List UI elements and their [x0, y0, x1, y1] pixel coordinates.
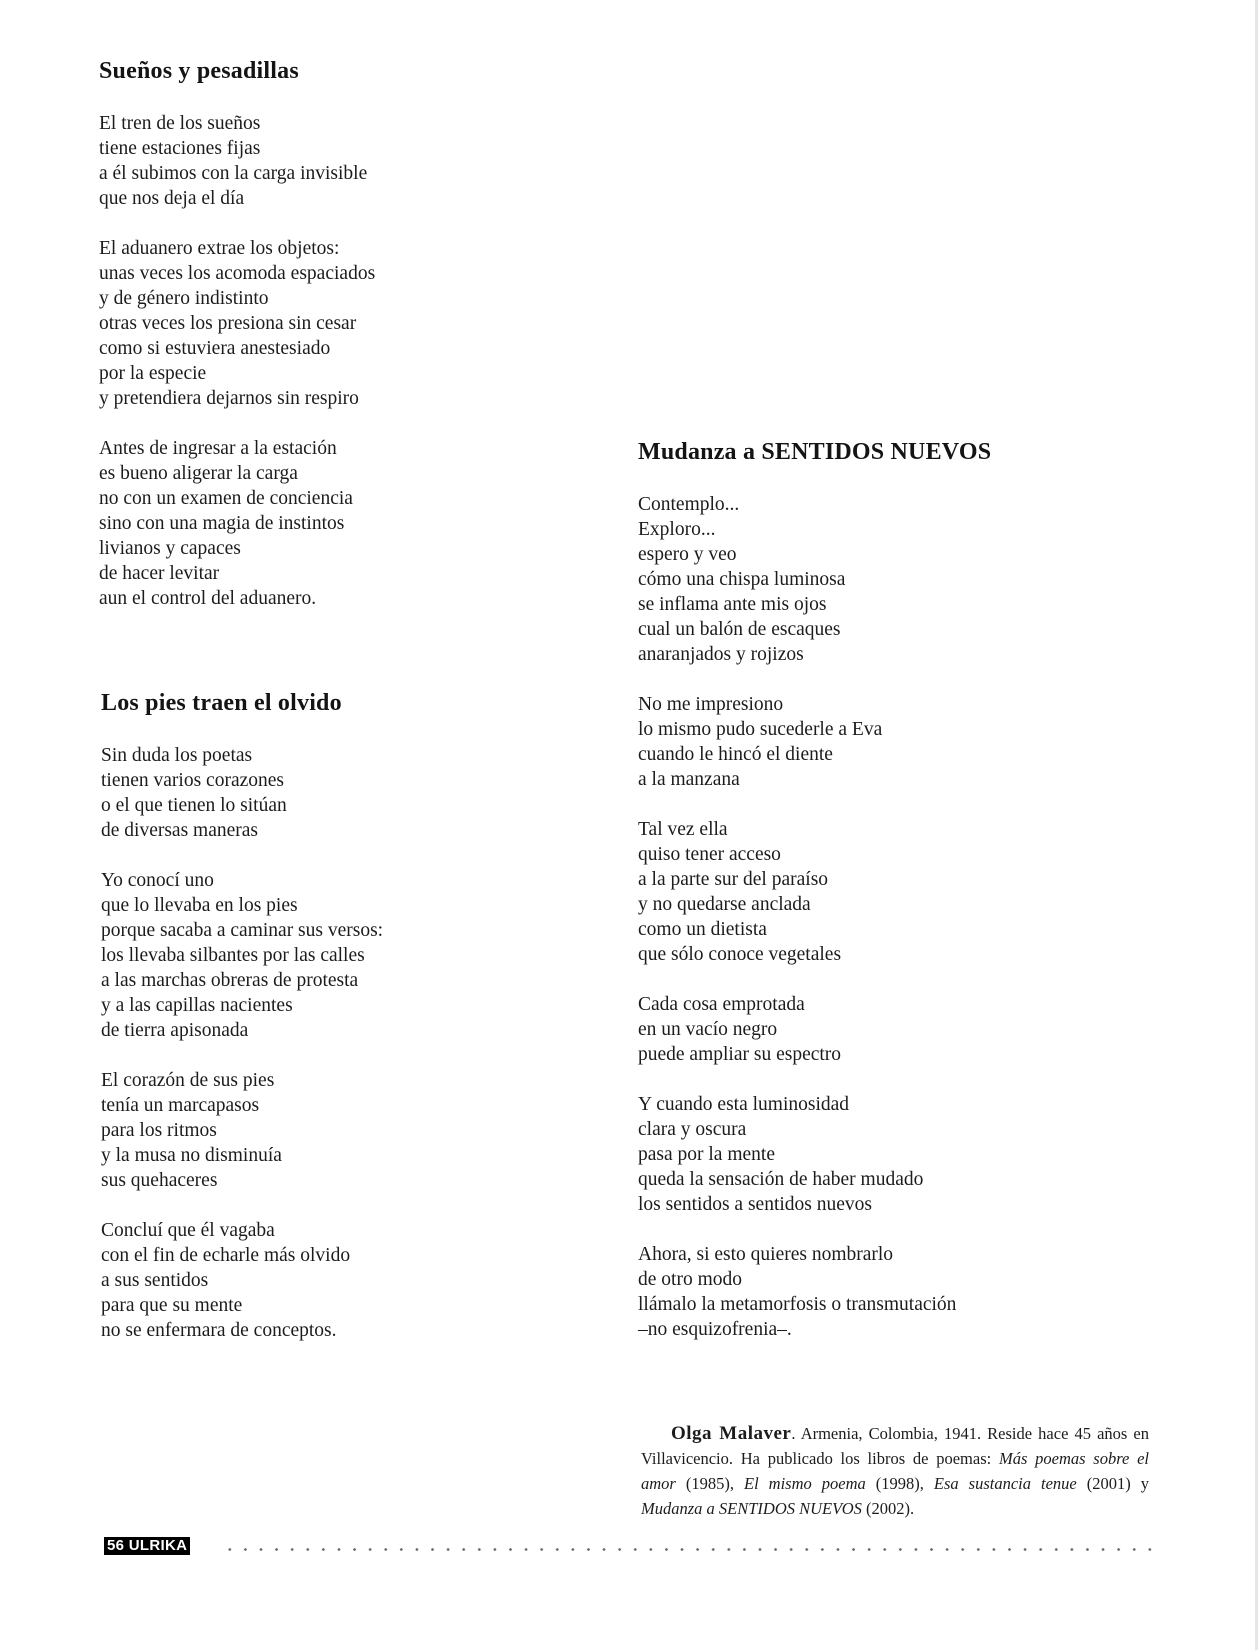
verse-line: tienen varios corazones [101, 770, 285, 791]
poem-title: Mudanza a SENTIDOS NUEVOS [638, 439, 992, 465]
bio-text: . Armenia, Colombia, 1941. Reside hace 45 años en Villavicencio. Ha publicado los libros de poemas: [641, 1424, 1150, 1468]
verse-line: aun el control del aduanero. [99, 588, 317, 609]
stanza [101, 1218, 383, 1343]
verse-line: de diversas maneras [101, 820, 259, 841]
verse-line: clara y oscura [638, 1119, 747, 1140]
stanza [101, 1068, 383, 1193]
verse-line: tenía un marcapasos [101, 1095, 260, 1116]
verse-line: quiso tener acceso [638, 844, 781, 865]
verse-line: cómo una chispa luminosa [638, 569, 846, 590]
verse-line: lo mismo pudo sucederle a Eva [638, 719, 883, 740]
verse-line: Contemplo... [638, 494, 740, 515]
bio-text: (1985), [675, 1474, 744, 1493]
dotted-rule [222, 1548, 1154, 1551]
verse-line: que lo llevaba en los pies [101, 895, 298, 916]
stanza [638, 1092, 991, 1217]
verse-line: unas veces los acomoda espaciados [99, 263, 376, 284]
verse-line: llámalo la metamorfosis o transmutación [638, 1294, 957, 1315]
verse-line: o el que tienen lo sitúan [101, 795, 287, 816]
stanza [638, 817, 991, 967]
verse-line: con el fin de echarle más olvido [101, 1245, 351, 1266]
verse-line: porque sacaba a caminar sus versos: [101, 920, 384, 941]
verse-line: por la especie [99, 363, 207, 384]
verse-line: cuando le hincó el diente [638, 744, 833, 765]
stanza [99, 436, 375, 611]
verse-line: de tierra apisonada [101, 1020, 249, 1041]
verse-line: puede ampliar su espectro [638, 1044, 842, 1065]
verse-line: queda la sensación de haber mudado [638, 1169, 924, 1190]
verse-line: El aduanero extrae los objetos: [99, 238, 340, 259]
verse-line: cual un balón de escaques [638, 619, 841, 640]
verse-line: que nos deja el día [99, 188, 245, 209]
stanza [638, 992, 991, 1067]
stanza [638, 1242, 991, 1342]
verse-line: y no quedarse anclada [638, 894, 811, 915]
verse-line: y a las capillas nacientes [101, 995, 293, 1016]
verse-line: Y cuando esta luminosidad [638, 1094, 850, 1115]
poem-title: Sueños y pesadillas [99, 58, 299, 84]
verse-line: como si estuviera anestesiado [99, 338, 331, 359]
verse-line: y de género indistinto [99, 288, 269, 309]
verse-line: en un vacío negro [638, 1019, 778, 1040]
stanza [99, 111, 375, 211]
book-title: Más poemas sobre el amor [641, 1449, 1149, 1493]
verse-line: Sin duda los poetas [101, 745, 253, 766]
verse-line: a sus sentidos [101, 1270, 209, 1291]
stanza [638, 492, 991, 667]
verse-line: de otro modo [638, 1269, 742, 1290]
verse-line: para que su mente [101, 1295, 243, 1316]
verse-line: El corazón de sus pies [101, 1070, 275, 1091]
stanza [99, 236, 375, 411]
author-name: Olga Malaver [671, 1423, 792, 1444]
book-title: Mudanza a SENTIDOS NUEVOS [641, 1499, 862, 1518]
verse-line: a la parte sur del paraíso [638, 869, 829, 890]
verse-line: tiene estaciones fijas [99, 138, 261, 159]
verse-line: livianos y capaces [99, 538, 241, 559]
verse-line: se inflama ante mis ojos [638, 594, 827, 615]
verse-line: Yo conocí uno [101, 870, 214, 891]
verse-line: Exploro... [638, 519, 716, 540]
stanza [101, 868, 383, 1043]
verse-line: no se enfermara de conceptos. [101, 1320, 337, 1341]
verse-line: Ahora, si esto quieres nombrarlo [638, 1244, 894, 1265]
verse-line: No me impresiono [638, 694, 784, 715]
verse-line: Cada cosa emprotada [638, 994, 805, 1015]
bio-text: (2001) y [1076, 1474, 1149, 1493]
verse-line: es bueno aligerar la carga [99, 463, 298, 484]
stanza [101, 743, 383, 843]
poem-los-pies-traen-el-olvido [101, 690, 383, 1368]
bio-text: (1998), [865, 1474, 934, 1493]
verse-line: para los ritmos [101, 1120, 217, 1141]
verse-line: Antes de ingresar a la estación [99, 438, 337, 459]
verse-line: de hacer levitar [99, 563, 220, 584]
poem-mudanza-a-sentidos-nuevos [638, 439, 991, 1367]
verse-line: otras veces los presiona sin cesar [99, 313, 357, 334]
verse-line: pasa por la mente [638, 1144, 775, 1165]
verse-line: sus quehaceres [101, 1170, 218, 1191]
bio-text: (2002). [861, 1499, 915, 1518]
author-bio [641, 1421, 1149, 1521]
verse-line: sino con una magia de instintos [99, 513, 345, 534]
poem-title: Los pies traen el olvido [101, 690, 342, 716]
page-number-badge: 56 ULRIKA [104, 1537, 190, 1555]
poem-suenos-y-pesadillas [99, 58, 375, 636]
verse-line: Tal vez ella [638, 819, 728, 840]
verse-line: a la manzana [638, 769, 740, 790]
page-footer [104, 1537, 1154, 1555]
verse-line: –no esquizofrenia–. [638, 1319, 792, 1340]
verse-line: a las marchas obreras de protesta [101, 970, 359, 991]
verse-line: a él subimos con la carga invisible [99, 163, 368, 184]
verse-line: y pretendiera dejarnos sin respiro [99, 388, 359, 409]
verse-line: los llevaba silbantes por las calles [101, 945, 365, 966]
verse-line: El tren de los sueños [99, 113, 261, 134]
verse-line: anaranjados y rojizos [638, 644, 804, 665]
verse-line: como un dietista [638, 919, 767, 940]
verse-line: que sólo conoce vegetales [638, 944, 842, 965]
verse-line: Concluí que él vagaba [101, 1220, 275, 1241]
verse-line: espero y veo [638, 544, 737, 565]
verse-line: no con un examen de conciencia [99, 488, 353, 509]
book-title: El mismo poema [743, 1474, 866, 1493]
verse-line: y la musa no disminuía [101, 1145, 282, 1166]
verse-line: los sentidos a sentidos nuevos [638, 1194, 872, 1215]
stanza [638, 692, 991, 792]
book-title: Esa sustancia tenue [933, 1474, 1077, 1493]
